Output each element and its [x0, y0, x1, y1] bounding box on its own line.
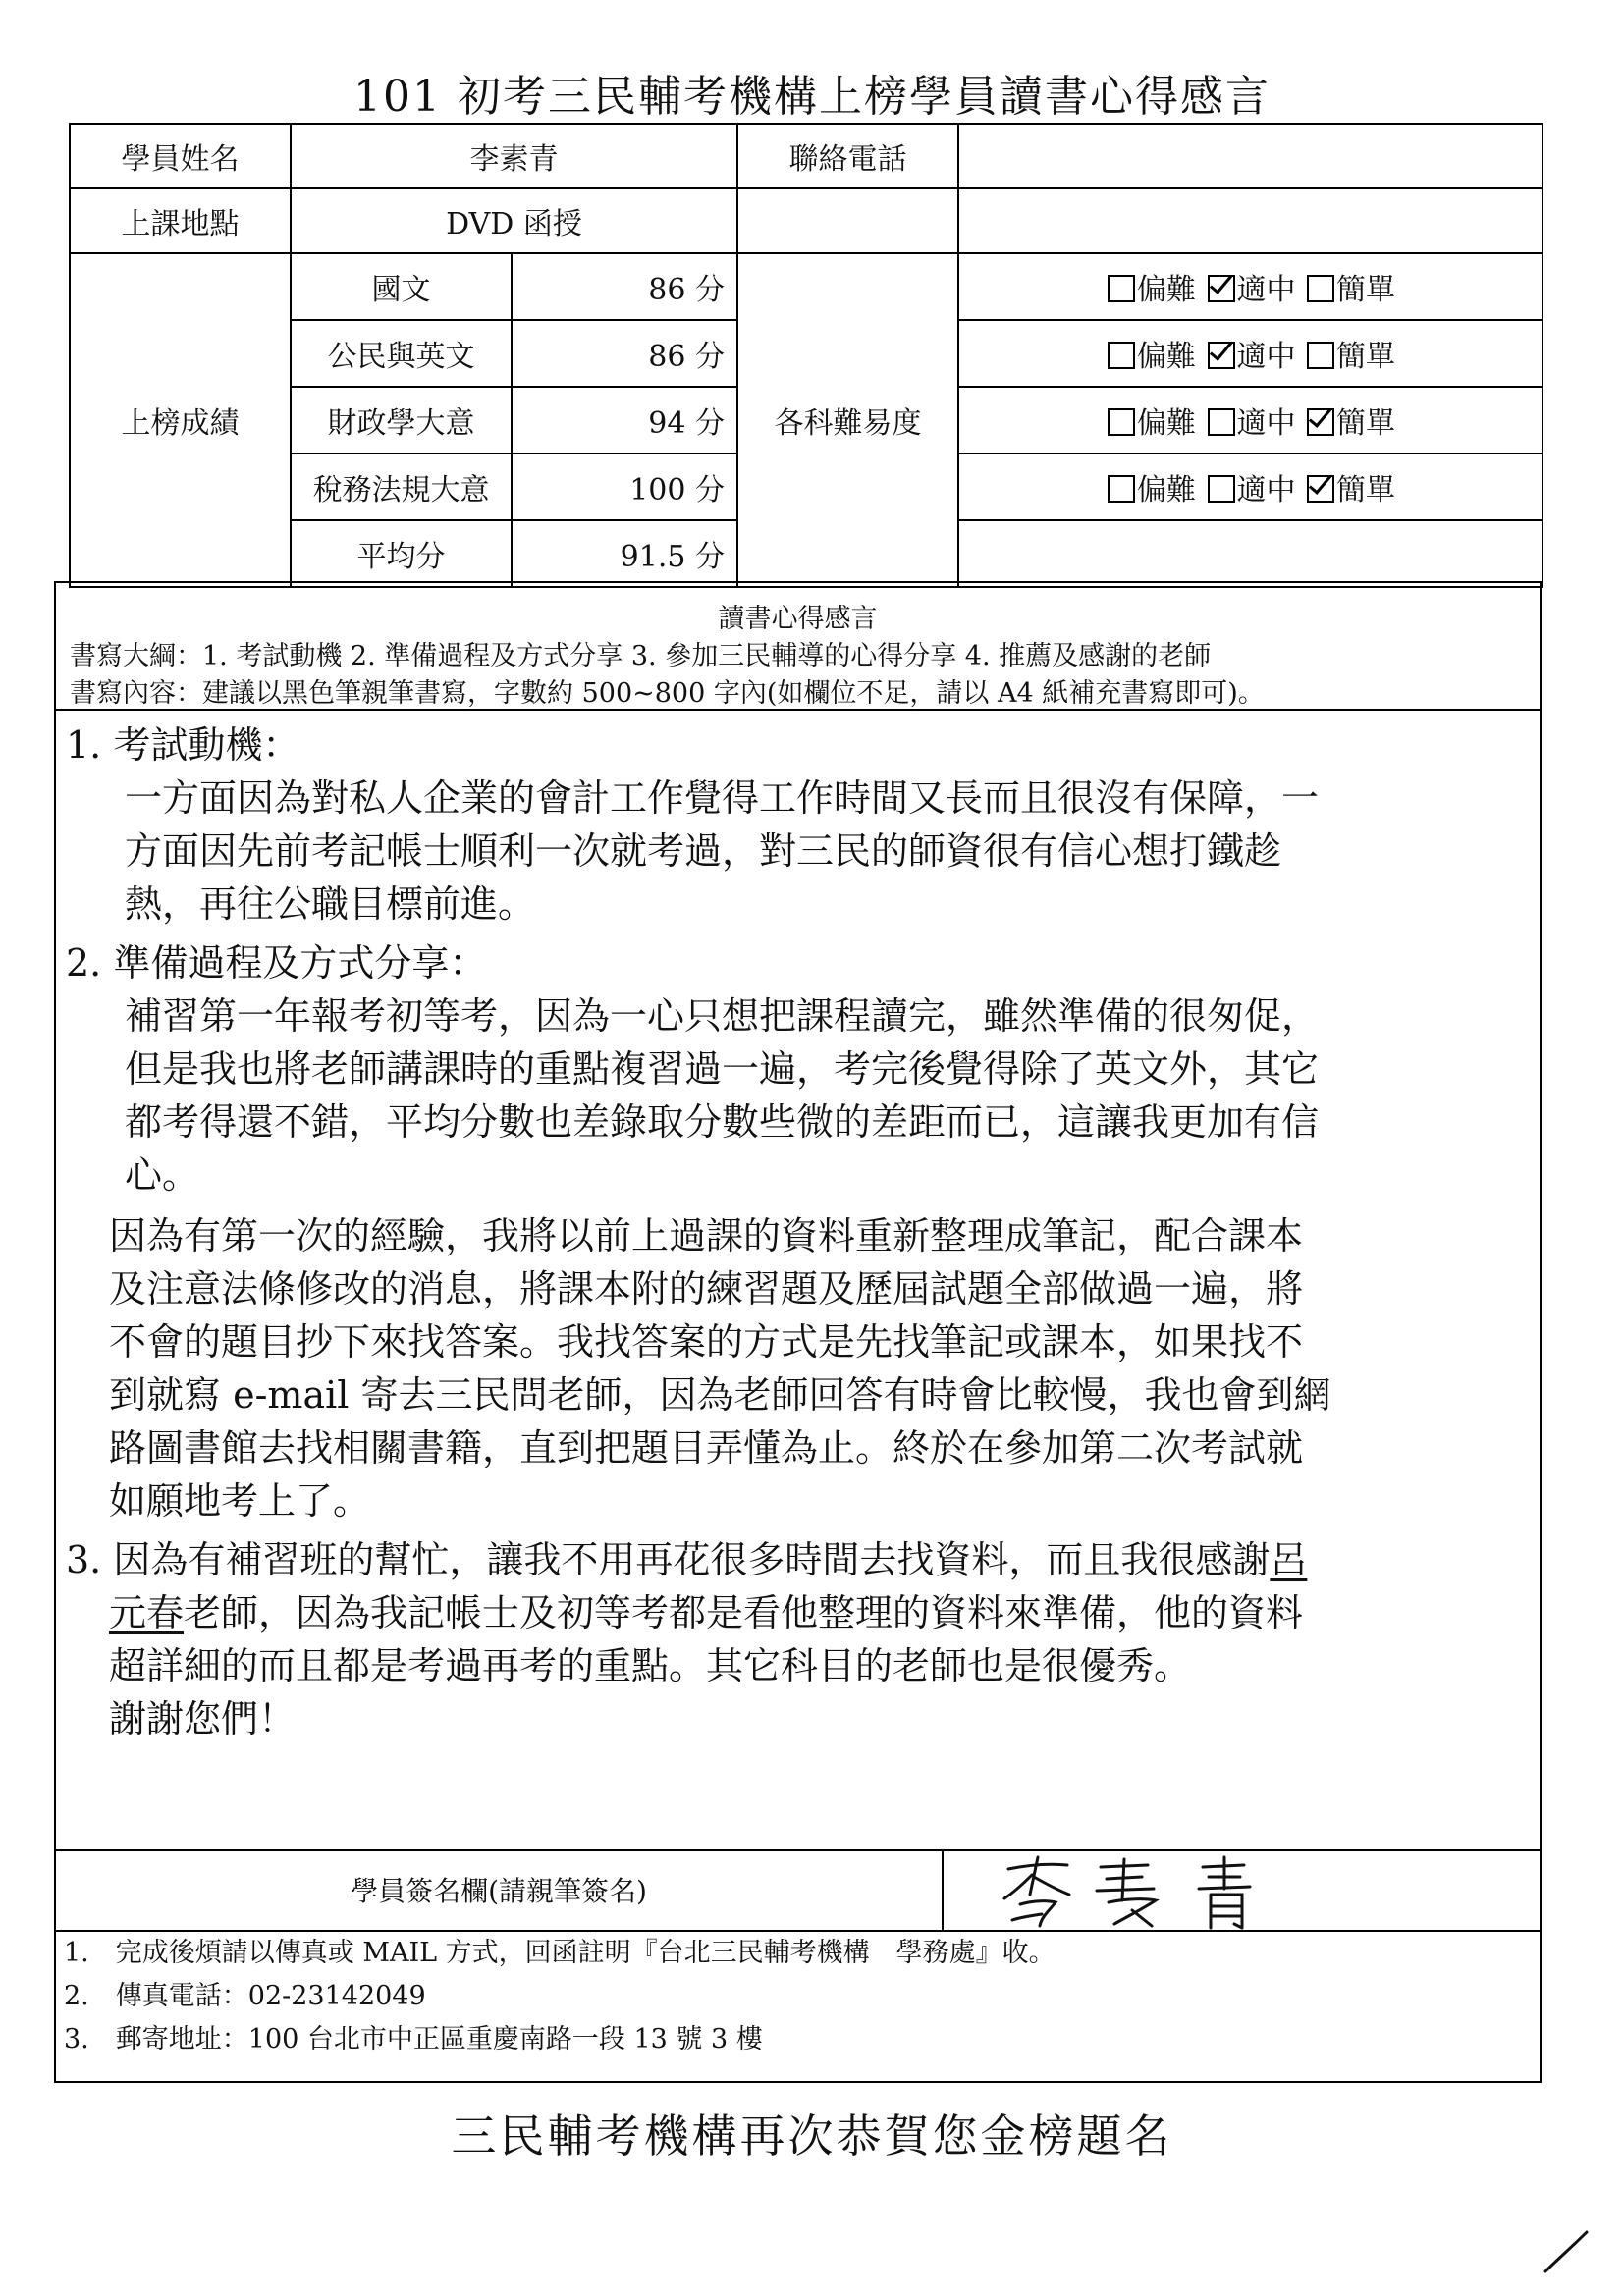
difficulty-row-3: 偏難 適中 簡單: [958, 454, 1543, 520]
essay-line: 心。: [125, 1153, 200, 1197]
checked-box-icon: [1307, 475, 1334, 503]
handwritten-signature: [999, 1855, 1293, 1930]
note-item: 2. 傳真電話：02-23142049: [64, 1981, 426, 2011]
essay-line: 謝謝您們！: [109, 1697, 297, 1740]
footer-congratulations: 三民輔考機構再次恭賀您金榜題名: [451, 2109, 1173, 2163]
difficulty-row-2: 偏難 適中 簡單: [958, 387, 1543, 454]
checkbox-icon: [1108, 408, 1135, 436]
subject-score: 94 分: [512, 387, 737, 454]
checkbox-icon: [1307, 275, 1334, 302]
note-item: 3. 郵寄地址：100 台北市中正區重慶南路一段 13 號 3 樓: [64, 2024, 763, 2055]
checked-box-icon: [1307, 408, 1334, 436]
subject-score: 86 分: [512, 253, 737, 320]
scores-label: 上榜成績: [70, 253, 291, 587]
notes-list: [56, 1930, 1540, 2061]
checked-box-icon: [1208, 275, 1235, 302]
page-title: 101 初考三民輔考機構上榜學員讀書心得感言: [353, 72, 1271, 122]
signature-label: 學員簽名欄(請親筆簽名): [56, 1851, 944, 1932]
essay-line: 但是我也將老師講課時的重點複習過一遍，考完後覺得除了英文外，其它: [125, 1047, 1320, 1091]
phone-value: [958, 124, 1543, 188]
phone-label: 聯絡電話: [737, 124, 958, 188]
essay-line: 路圖書館去找相關書籍，直到把題目弄懂為止。終於在參加第二次考試就: [109, 1426, 1304, 1469]
essay-heading-3: 3. 因為有補習班的幫忙，讓我不用再花很多時間去找資料，而且我很感謝呂: [66, 1538, 1308, 1581]
checkbox-icon: [1307, 342, 1334, 369]
essay-line: 補習第一年報考初等考，因為一心只想把課程讀完，雖然準備的很匆促，: [125, 994, 1320, 1038]
checkbox-icon: [1208, 408, 1235, 436]
subject-name: 財政學大意: [291, 387, 512, 454]
essay-line: 超詳細的而且都是考過再考的重點。其它科目的老師也是很優秀。: [109, 1644, 1192, 1687]
divider: [56, 709, 1540, 711]
essay-heading-2: 2. 準備過程及方式分享：: [66, 941, 487, 985]
essay-section: [54, 581, 1542, 2083]
essay-line: 到就寫 e-mail 寄去三民問老師，因為老師回答有時會比較慢，我也會到網: [109, 1373, 1331, 1416]
checkbox-icon: [1108, 275, 1135, 302]
essay-line: 因為有第一次的經驗，我將以前上過課的資料重新整理成筆記，配合課本: [109, 1214, 1304, 1257]
checkbox-icon: [1108, 475, 1135, 503]
essay-line: 都考得還不錯，平均分數也差錄取分數些微的差距而已，這讓我更加有信: [125, 1100, 1320, 1144]
difficulty-row-1: 偏難 適中 簡單: [958, 320, 1543, 387]
section-heading: 讀書心得感言: [718, 604, 878, 634]
subject-name: 稅務法規大意: [291, 454, 512, 520]
essay-line: 熱，再往公職目標前進。: [125, 882, 536, 926]
info-table: [69, 123, 1543, 588]
note-item: 1. 完成後煩請以傳真或 MAIL 方式，回函註明『台北三民輔考機構 學務處』收。: [64, 1938, 1056, 1968]
pen-stroke-mark: [1542, 2228, 1591, 2277]
essay-line: 如願地考上了。: [109, 1479, 371, 1522]
essay-heading-1: 1. 考試動機：: [66, 723, 300, 767]
subject-name: 公民與英文: [291, 320, 512, 387]
checkbox-icon: [1208, 475, 1235, 503]
average-value: 91.5 分: [512, 520, 737, 587]
checkbox-icon: [1108, 342, 1135, 369]
location-label: 上課地點: [70, 188, 291, 253]
name-label: 學員姓名: [70, 124, 291, 188]
difficulty-row-0: 偏難 適中 簡單: [958, 253, 1543, 320]
subject-name: 國文: [291, 253, 512, 320]
essay-line: 元春老師，因為我記帳士及初等考都是看他整理的資料來準備，他的資料: [109, 1591, 1304, 1634]
essay-line: 不會的題目抄下來找答案。我找答案的方式是先找筆記或課本，如果找不: [109, 1320, 1304, 1363]
teacher-name: 呂: [1270, 1538, 1308, 1581]
teacher-name: 元春: [109, 1591, 185, 1634]
writing-instructions: 書寫內容：建議以黑色筆親筆書寫，字數約 500~800 字內(如欄位不足，請以 A4 紙補充書寫即可)。: [70, 678, 1265, 709]
checked-box-icon: [1208, 342, 1235, 369]
essay-line: 一方面因為對私人企業的會計工作覺得工作時間又長而且很沒有保障，一: [125, 776, 1320, 820]
essay-body: [56, 713, 1540, 1745]
essay-line: 及注意法條修改的消息，將課本附的練習題及歷屆試題全部做過一遍，將: [109, 1267, 1304, 1310]
name-value: 李素青: [291, 124, 737, 188]
location-value: DVD 函授: [291, 188, 737, 253]
subject-score: 86 分: [512, 320, 737, 387]
signature-row: [56, 1849, 1540, 1932]
difficulty-label: 各科難易度: [737, 253, 958, 587]
essay-line: 方面因先前考記帳士順利一次就考過，對三民的師資很有信心想打鐵趁: [125, 829, 1282, 873]
subject-score: 100 分: [512, 454, 737, 520]
average-label: 平均分: [291, 520, 512, 587]
writing-outline: 書寫大綱：1. 考試動機 2. 準備過程及方式分享 3. 參加三民輔導的心得分享 4. 推薦及感謝的老師: [70, 641, 1212, 671]
